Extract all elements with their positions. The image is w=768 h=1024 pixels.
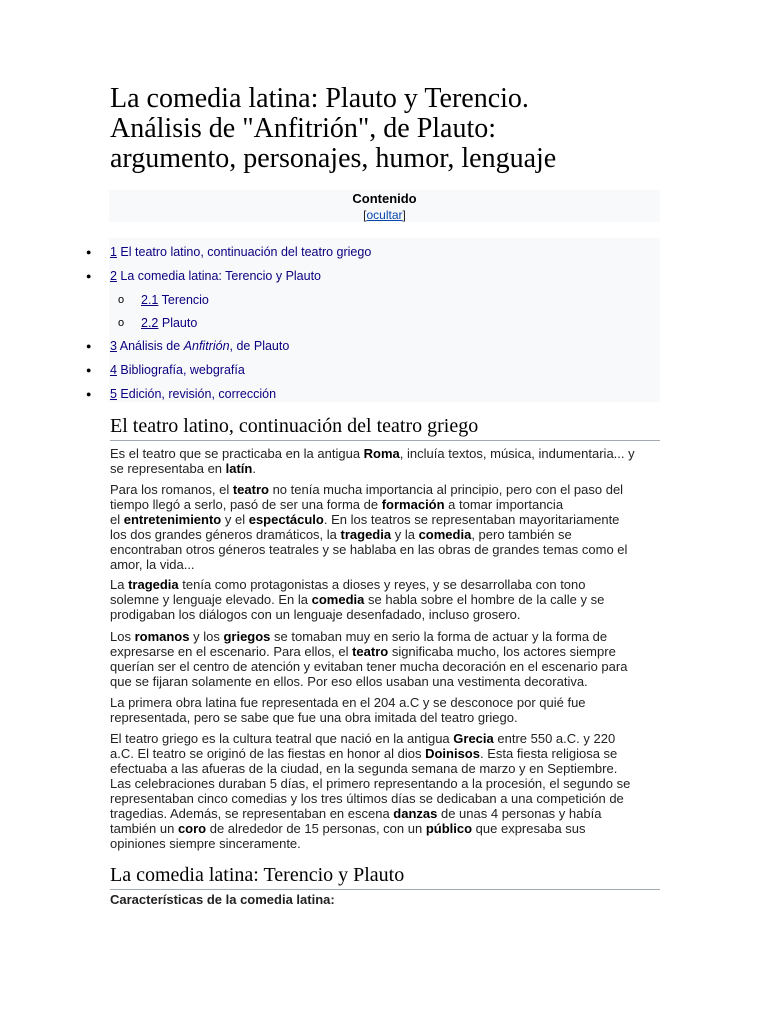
toc-header [109, 190, 660, 222]
title-line-2: Análisis de "Anfitrión", de Plauto: [110, 113, 497, 144]
page-title [110, 84, 670, 174]
circle-bullet-icon: o [118, 294, 125, 306]
toc-item-5[interactable]: 5 Edición, revisión, corrección [110, 387, 277, 401]
toc-item-1[interactable]: 1 El teatro latino, continuación del teatro griego [110, 245, 372, 259]
toc-item-3[interactable]: 3 Análisis de Anfitrión, de Plauto [110, 339, 290, 353]
bullet-icon: ● [86, 271, 92, 281]
paragraph-1: Es el teatro que se practicaba en la antigua Roma, incluía textos, música, indumentaria... y se representaba en latín. [110, 446, 635, 476]
toc-item-2-1[interactable]: 2.1 Terencio [141, 293, 209, 307]
section-heading-2: La comedia latina: Terencio y Plauto [110, 863, 660, 890]
toc-item-4[interactable]: 4 Bibliografía, webgrafía [110, 363, 245, 377]
section-heading-1: El teatro latino, continuación del teatro griego [110, 414, 660, 441]
title-line-3: argumento, personajes, humor, lenguaje [110, 143, 557, 174]
paragraph-2: Para los romanos, el teatro no tenía mucha importancia al principio, pero con el paso del tiempo llegó a serlo, pasó de ser una forma de formación a tomar importancia el entretenimiento y el espectáculo. En los teatros se representaban mayoritariamente los dos grandes géneros dramáticos, la tragedia y la comedia, pero también se encontraban otros géneros teatrales y se hablaba en las obras de grandes temas como el amor, la vida... [110, 482, 628, 572]
bullet-icon: ● [86, 341, 92, 351]
paragraph-4: Los romanos y los griegos se tomaban muy en serio la forma de actuar y la forma de expresarse en el escenario. Para ellos, el teatro significaba mucho, los actores siempre querían ser el centro de atención y evitaban tener mucha decoración en el escenario para que se fijaran solamente en ellos. Por eso ellos usaban una vestimenta decorativa. [110, 629, 628, 689]
bullet-icon: ● [86, 365, 92, 375]
paragraph-3: La tragedia tenía como protagonistas a dioses y reyes, y se desarrollaba con tono solemne y lenguaje elevado. En la comedia se habla sobre el hombre de la calle y se prodigaban los diálogos con un lenguaje desenfadado, incluso grosero. [110, 577, 605, 622]
bullet-icon: ● [86, 247, 92, 257]
toc-hide-link[interactable]: ocultar [366, 208, 403, 222]
bullet-icon: ● [86, 389, 92, 399]
toc-item-2-2[interactable]: 2.2 Plauto [141, 316, 198, 330]
toc-title: Contenido [352, 191, 417, 206]
toc-item-2[interactable]: 2 La comedia latina: Terencio y Plauto [110, 269, 322, 283]
paragraph-6: El teatro griego es la cultura teatral que nació en la antigua Grecia entre 550 a.C. y 220 a.C. El teatro se originó de las fiestas en honor al dios Doinisos. Esta fiesta religiosa se efectuaba a las afueras de la ciudad, en la segunda semana de marzo y en Septiembre. Las celebraciones duraban 5 días, el primero representando a la procesión, el segundo se representaban cinco comedias y los tres últimos días se dedicaban a una competición de tragedias. Además, se representaban en escena danzas de unas 4 personas y había también un coro de alrededor de 15 personas, con un público que expresaba sus opiniones siempre sinceramente. [110, 731, 631, 851]
subheading-caracteristicas: Características de la comedia latina: [110, 892, 335, 907]
paragraph-5: La primera obra latina fue representada en el 204 a.C y se desconoce por quié fue representada, pero se sabe que fue una obra imitada del teatro griego. [110, 695, 586, 725]
title-line-1: La comedia latina: Plauto y Terencio. [110, 83, 529, 114]
circle-bullet-icon: o [118, 317, 125, 329]
toc-toggle: [ocultar] [363, 208, 406, 222]
